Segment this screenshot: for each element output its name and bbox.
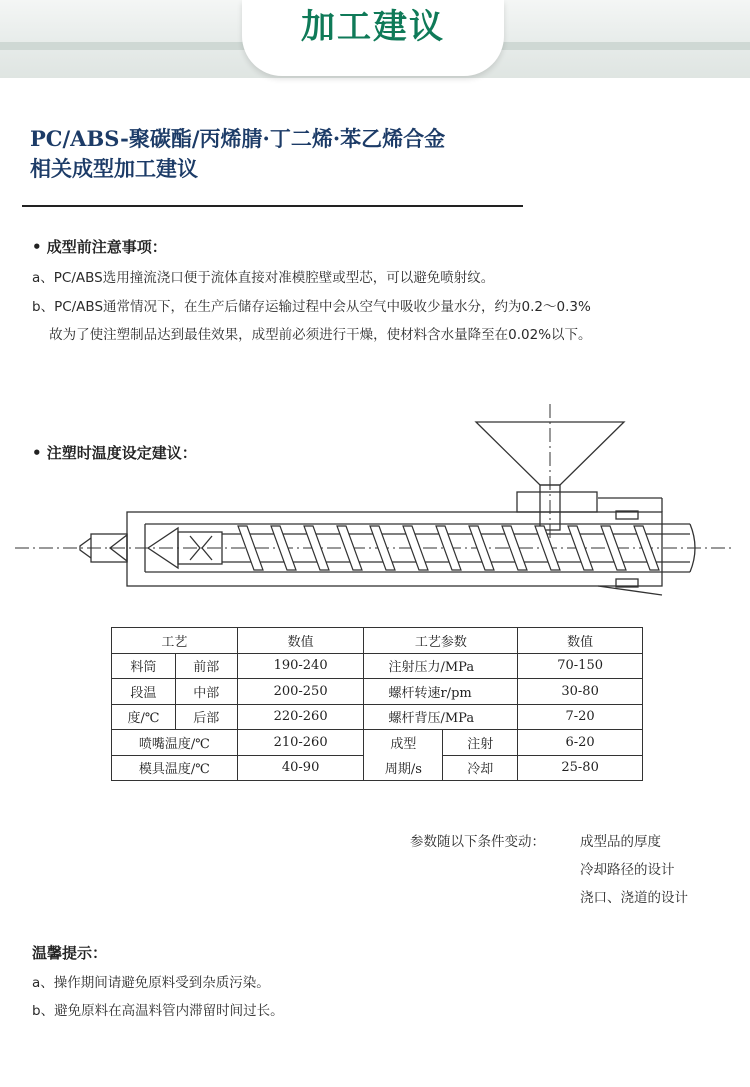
nozzle-label: 喷嘴温度/℃	[112, 730, 238, 756]
cool-label: 冷却	[443, 755, 518, 781]
param-cell: 螺杆背压/MPa	[364, 704, 518, 730]
table-row	[112, 755, 643, 781]
precautions-title: • 成型前注意事项：	[32, 238, 167, 256]
barrel-label-1: 料筒	[112, 653, 176, 679]
conditions-prefix: 参数随以下条件变动：	[410, 834, 545, 850]
param-value-cell: 7-20	[518, 704, 643, 730]
tips-title: 温馨提示：	[32, 944, 108, 962]
table-row	[112, 704, 643, 730]
inject-label: 注射	[443, 730, 518, 756]
heading-divider	[22, 205, 523, 207]
param-value-cell: 70-150	[518, 653, 643, 679]
nozzle-value: 210-260	[237, 730, 364, 756]
temperature-title: • 注塑时温度设定建议：	[32, 444, 197, 462]
header-title: 加工建议	[301, 7, 445, 47]
zone-cell: 前部	[175, 653, 237, 679]
barrel-label-2: 段温	[112, 679, 176, 705]
cool-value: 25-80	[518, 755, 643, 781]
param-cell: 螺杆转速r/pm	[364, 679, 518, 705]
header-process: 工艺	[112, 628, 238, 654]
param-cell: 注射压力/MPa	[364, 653, 518, 679]
process-parameter-table	[111, 627, 643, 781]
header-param-value: 数值	[518, 628, 643, 654]
inject-value: 6-20	[518, 730, 643, 756]
injection-screw-diagram	[0, 400, 750, 615]
precaution-item-b-cont: 故为了使注塑制品达到最佳效果，成型前必须进行干燥，使材料含水量降至在0.02%以下。	[32, 327, 592, 343]
value-cell: 190-240	[237, 653, 364, 679]
header-param: 工艺参数	[364, 628, 518, 654]
screw-flight	[370, 526, 395, 570]
tip-item-a: a、操作期间请避免原料受到杂质污染。	[32, 975, 270, 991]
condition-item: 浇口、浇道的设计	[580, 890, 688, 906]
condition-item: 成型品的厚度	[580, 834, 661, 850]
precaution-item-b: b、PC/ABS通常情况下，在生产后储存运输过程中会从空气中吸收少量水分，约为0.2～0.3%	[32, 299, 591, 315]
heading-line-2: 相关成型加工建议	[30, 156, 198, 181]
value-cell: 220-260	[237, 704, 364, 730]
cycle-label-bottom: 周期/s	[364, 755, 443, 781]
cycle-label-top: 成型	[364, 730, 443, 756]
zone-cell: 后部	[175, 704, 237, 730]
condition-item: 冷却路径的设计	[580, 862, 675, 878]
tip-item-b: b、避免原料在高温料管内滞留时间过长。	[32, 1003, 284, 1019]
table-row	[112, 679, 643, 705]
screw-flight	[634, 526, 659, 570]
precaution-item-a: a、PC/ABS选用撞流浇口便于流体直接对准模腔壁或型芯，可以避免喷射纹。	[32, 270, 495, 286]
mold-label: 模具温度/℃	[112, 755, 238, 781]
param-value-cell: 30-80	[518, 679, 643, 705]
heading-line-1: PC/ABS-聚碳酯/丙烯腈·丁二烯·苯乙烯合金	[30, 126, 446, 151]
barrel-label-3: 度/℃	[112, 704, 176, 730]
header-value: 数值	[237, 628, 364, 654]
table-row	[112, 730, 643, 756]
value-cell: 200-250	[237, 679, 364, 705]
zone-cell: 中部	[175, 679, 237, 705]
table-header-row	[112, 628, 643, 654]
mold-value: 40-90	[237, 755, 364, 781]
table-row	[112, 653, 643, 679]
